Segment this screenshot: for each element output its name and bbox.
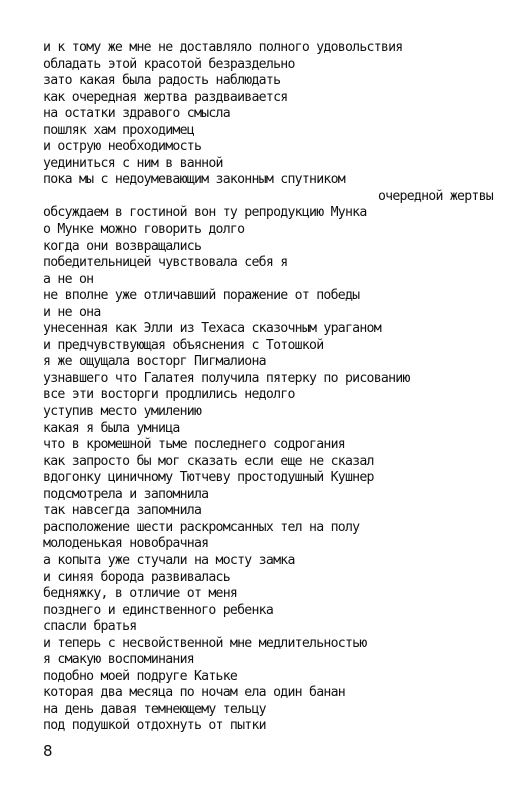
poem-line-continuation: очередной жертвы (377, 188, 493, 204)
poem-text (43, 40, 493, 735)
poem-line: подсмотрела и запомнила (43, 486, 209, 502)
poem-line: расположение шести раскромсанных тел на полу (43, 519, 360, 535)
poem-line: зато какая была радость наблюдать (43, 73, 281, 89)
poem-line: пошляк хам проходимец (43, 122, 194, 138)
poem-line: я смакую воспоминания (43, 652, 194, 668)
poem-line: как очередная жертва раздваивается (43, 89, 288, 105)
poem-line: и синяя борода развивалась (43, 569, 230, 585)
poem-line: унесенная как Элли из Техаса сказочным ураганом (43, 321, 381, 337)
poem-line: вдогонку циничному Тютчеву простодушный Кушнер (43, 470, 374, 486)
poem-line: узнавшего что Галатея получила пятерку по рисованию (43, 370, 410, 386)
poem-line: не вполне уже отличавший поражение от победы (43, 288, 360, 304)
poem-line: под подушкой отдохнуть от пытки (43, 718, 266, 734)
poem-line: бедняжку, в отличие от меня (43, 586, 238, 602)
poem-line: какая я была умница (43, 420, 180, 436)
poem-line: обладать этой красотой безраздельно (43, 56, 295, 72)
page-number: 8 (43, 742, 53, 760)
poem-line: и не она (43, 304, 101, 320)
poem-line: обсуждаем в гостиной вон ту репродукцию Мунка (43, 205, 367, 221)
poem-line: когда они возвращались (43, 238, 202, 254)
poem-line: и острую необходимость (43, 139, 202, 155)
poem-line: позднего и единственного ребенка (43, 602, 274, 618)
poem-line: я же ощущала восторг Пигмалиона (43, 354, 266, 370)
poem-line: уединиться с ним в ванной (43, 155, 223, 171)
poem-line: на день давая темнеющему тельцу (43, 701, 266, 717)
poem-line: так навсегда запомнила (43, 503, 202, 519)
poem-line: спасли братья (43, 619, 137, 635)
poem-line: пока мы с недоумевающим законным спутником (43, 172, 345, 188)
poem-line: о Мунке можно говорить долго (43, 222, 245, 238)
poem-line: победительницей чувствовала себя я (43, 255, 288, 271)
poem-line: уступив место умилению (43, 404, 202, 420)
poem-line: все эти восторги продлились недолго (43, 387, 295, 403)
poem-line: а копыта уже стучали на мосту замка (43, 552, 295, 568)
poem-line: а не он (43, 271, 94, 287)
poem-line: и предчувствующая объяснения с Тотошкой (43, 337, 324, 353)
poem-line: которая два месяца по ночам ела один банан (43, 685, 345, 701)
poem-line: молоденькая новобрачная (43, 536, 209, 552)
poem-line: и теперь с несвойственной мне медлительностью (43, 635, 367, 651)
poem-line: и к тому же мне не доставляло полного удовольствия (43, 40, 403, 55)
poem-line: как запросто бы мог сказать если еще не сказал (43, 453, 374, 469)
poem-line: подобно моей подруге Катьке (43, 668, 238, 684)
poem-line: что в кромешной тьме последнего содрогания (43, 437, 345, 453)
poem-line: на остатки здравого смысла (43, 106, 230, 122)
